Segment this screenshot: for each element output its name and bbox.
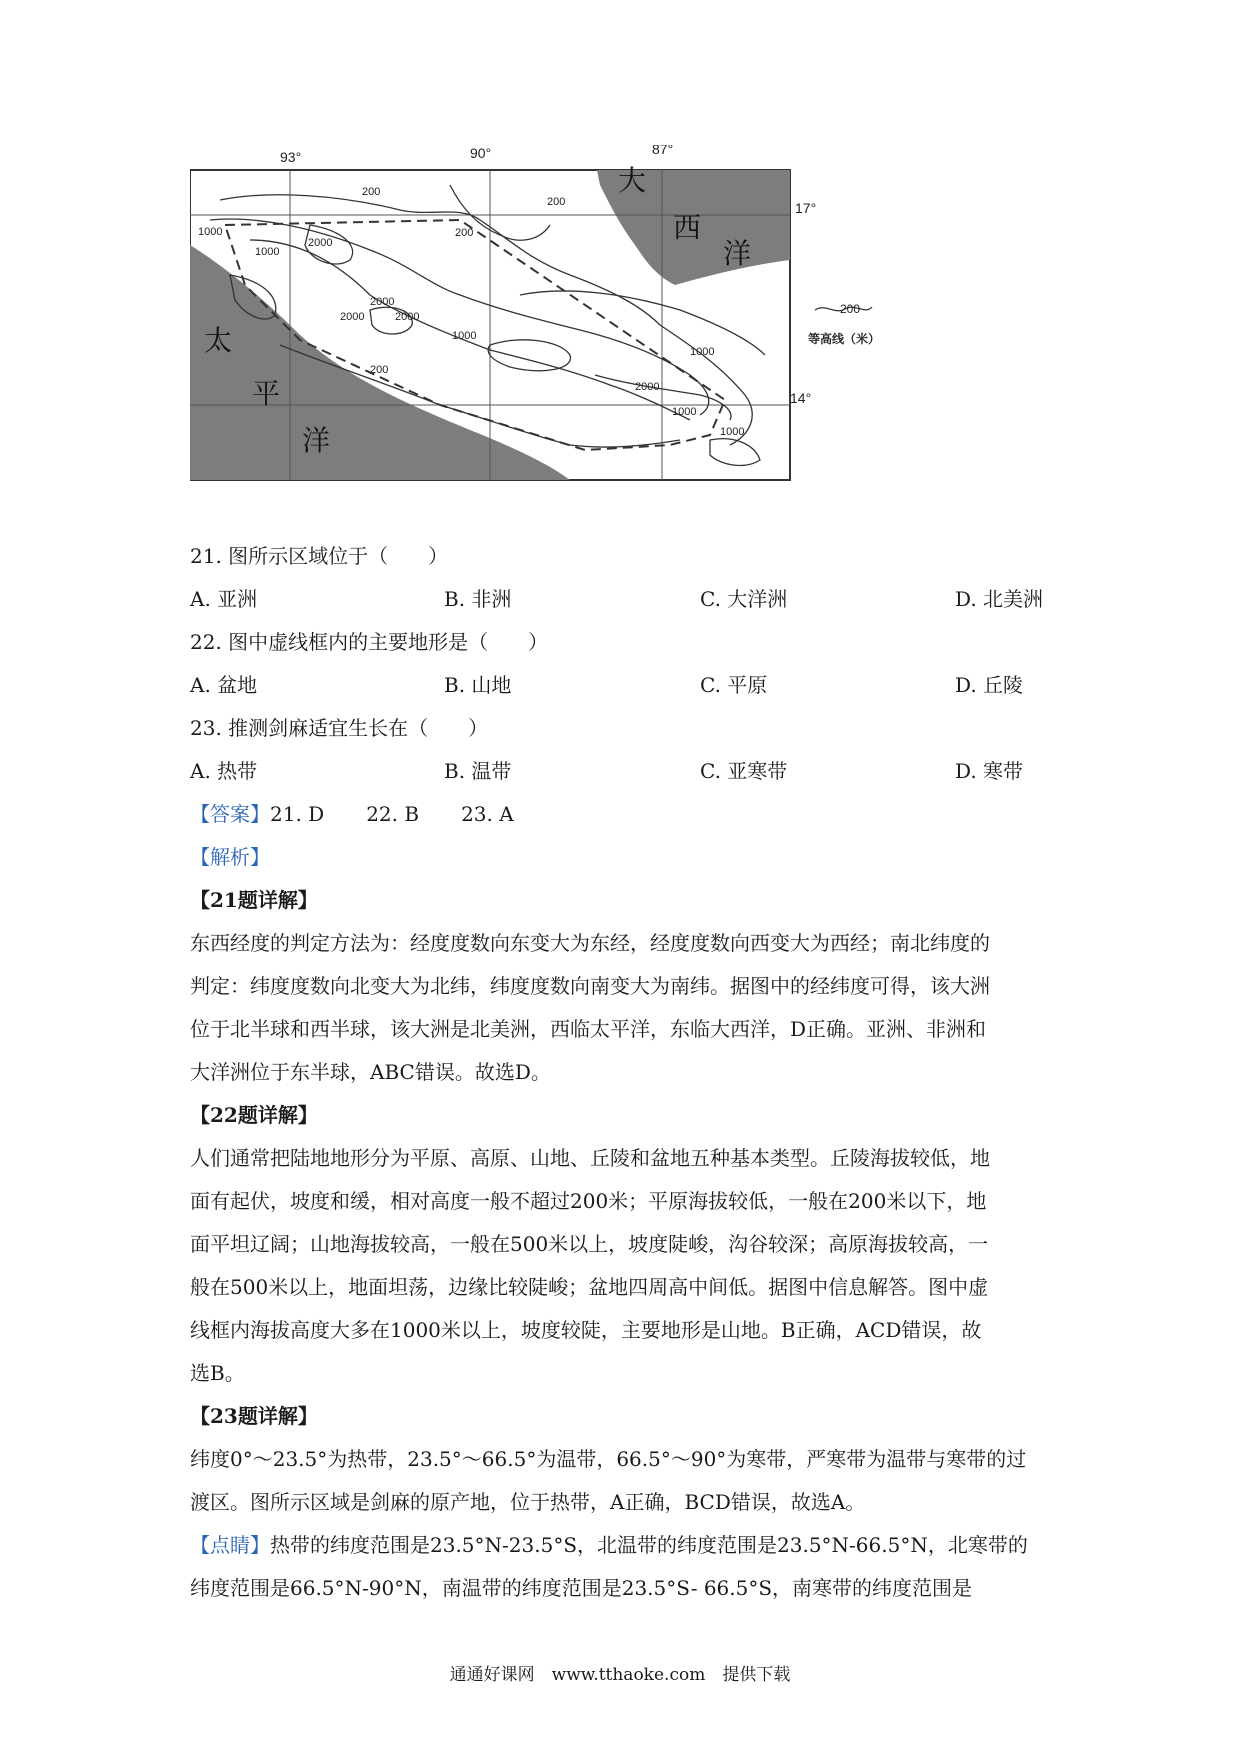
answer-item: 22. B — [366, 802, 420, 826]
lon-label: 87° — [652, 145, 674, 157]
options-row — [190, 750, 1060, 793]
svg-text:1000: 1000 — [255, 246, 280, 258]
text-line: 选B。 — [190, 1361, 245, 1385]
svg-text:1000: 1000 — [198, 226, 223, 238]
text-line: 面平坦辽阔；山地海拔较高，一般在500米以上，坡度陡峻，沟谷较深；高原海拔较高，一 — [190, 1232, 989, 1256]
option-a: A. 盆地 — [190, 673, 258, 697]
option-b: B. 温带 — [444, 759, 512, 783]
answer-line — [190, 793, 1060, 836]
option-d: D. 北美洲 — [955, 587, 1044, 611]
ocean-label: 大 — [618, 164, 647, 197]
detail-heading: 【21题详解】 — [190, 888, 318, 912]
contour-map — [190, 145, 895, 530]
text-line: 人们通常把陆地地形分为平原、高原、山地、丘陵和盆地五种基本类型。丘陵海拔较低，地 — [190, 1146, 990, 1170]
svg-text:200: 200 — [370, 364, 389, 376]
text-line: 般在500米以上，地面坦荡，边缘比较陡峻；盆地四周高中间低。据图中信息解答。图中虚 — [190, 1275, 989, 1299]
text-line: 线框内海拔高度大多在1000米以上，坡度较陡，主要地形是山地。B正确，ACD错误，故 — [190, 1318, 982, 1342]
svg-text:1000: 1000 — [720, 426, 745, 438]
tip-text: 热带的纬度范围是23.5°N-23.5°S，北温带的纬度范围是23.5°N-66.5°N，北寒带的 — [270, 1533, 1028, 1557]
detail-paragraph — [190, 1438, 1060, 1524]
option-c: C. 大洋洲 — [700, 587, 788, 611]
detail-heading: 【23题详解】 — [190, 1404, 318, 1428]
legend-value: 200 — [840, 302, 861, 316]
text-line: 渡区。图所示区域是剑麻的原产地，位于热带，A正确，BCD错误，故选A。 — [190, 1490, 866, 1514]
detail-paragraph — [190, 1137, 1060, 1395]
svg-text:2000: 2000 — [308, 237, 333, 249]
analysis-tag: 【解析】 — [190, 845, 270, 869]
svg-text:200: 200 — [547, 196, 566, 208]
svg-text:2000: 2000 — [395, 311, 420, 323]
lon-label: 90° — [470, 145, 492, 161]
ocean-label: 洋 — [302, 424, 331, 457]
detail-heading: 【22题详解】 — [190, 1103, 318, 1127]
tip-tag: 【点睛】 — [190, 1533, 270, 1557]
tip-paragraph — [190, 1524, 1060, 1610]
svg-text:200: 200 — [455, 227, 474, 239]
options-row — [190, 664, 1060, 707]
option-a: A. 亚洲 — [190, 587, 258, 611]
svg-text:2000: 2000 — [370, 296, 395, 308]
page-footer: 通通好课网 www.tthaoke.com 提供下载 — [449, 1665, 791, 1685]
option-b: B. 非洲 — [444, 587, 512, 611]
answer-item: 23. A — [461, 802, 514, 826]
options-row — [190, 578, 1060, 621]
text-line: 面有起伏，坡度和缓，相对高度一般不超过200米；平原海拔较低，一般在200米以下，地 — [190, 1189, 987, 1213]
text-line: 位于北半球和西半球，该大洲是北美洲，西临太平洋，东临大西洋，D正确。亚洲、非洲和 — [190, 1017, 987, 1041]
svg-text:2000: 2000 — [635, 381, 660, 393]
ocean-label: 太 — [204, 324, 233, 357]
question-stem: 22. 图中虚线框内的主要地形是（ ） — [190, 630, 549, 654]
svg-text:200: 200 — [362, 186, 381, 198]
map-figure — [190, 145, 895, 530]
answer-tag: 【答案】 — [190, 802, 270, 826]
option-b: B. 山地 — [444, 673, 512, 697]
content — [190, 535, 1060, 1610]
option-c: C. 亚寒带 — [700, 759, 788, 783]
lat-label: 14° — [790, 390, 812, 406]
text-line: 纬度范围是66.5°N-90°N，南温带的纬度范围是23.5°S- 66.5°S，南寒带的纬度范围是 — [190, 1576, 973, 1600]
text-line: 判定：纬度度数向北变大为北纬，纬度度数向南变大为南纬。据图中的经纬度可得，该大洲 — [190, 974, 990, 998]
svg-text:1000: 1000 — [690, 346, 715, 358]
option-a: A. 热带 — [190, 759, 258, 783]
question-stem: 21. 图所示区域位于（ ） — [190, 544, 449, 568]
question-stem: 23. 推测剑麻适宜生长在（ ） — [190, 716, 489, 740]
svg-text:2000: 2000 — [340, 311, 365, 323]
text-line: 纬度0°～23.5°为热带，23.5°～66.5°为温带，66.5°～90°为寒带，严寒带为温带与寒带的过 — [190, 1447, 1027, 1471]
answer-item: 21. D — [270, 802, 325, 826]
svg-text:1000: 1000 — [672, 406, 697, 418]
lat-label: 17° — [795, 200, 817, 216]
option-d: D. 丘陵 — [955, 673, 1024, 697]
ocean-label: 西 — [673, 211, 702, 244]
svg-text:1000: 1000 — [452, 330, 477, 342]
ocean-label: 洋 — [723, 237, 752, 270]
option-d: D. 寒带 — [955, 759, 1024, 783]
text-line — [190, 1524, 1060, 1567]
ocean-label: 平 — [252, 377, 281, 410]
legend-label: 等高线（米） — [808, 332, 881, 346]
option-c: C. 平原 — [700, 673, 768, 697]
text-line: 大洋洲位于东半球，ABC错误。故选D。 — [190, 1060, 551, 1084]
lon-label: 93° — [280, 149, 302, 165]
text-line: 东西经度的判定方法为：经度度数向东变大为东经，经度度数向西变大为西经；南北纬度的 — [190, 931, 990, 955]
detail-paragraph — [190, 922, 1060, 1094]
